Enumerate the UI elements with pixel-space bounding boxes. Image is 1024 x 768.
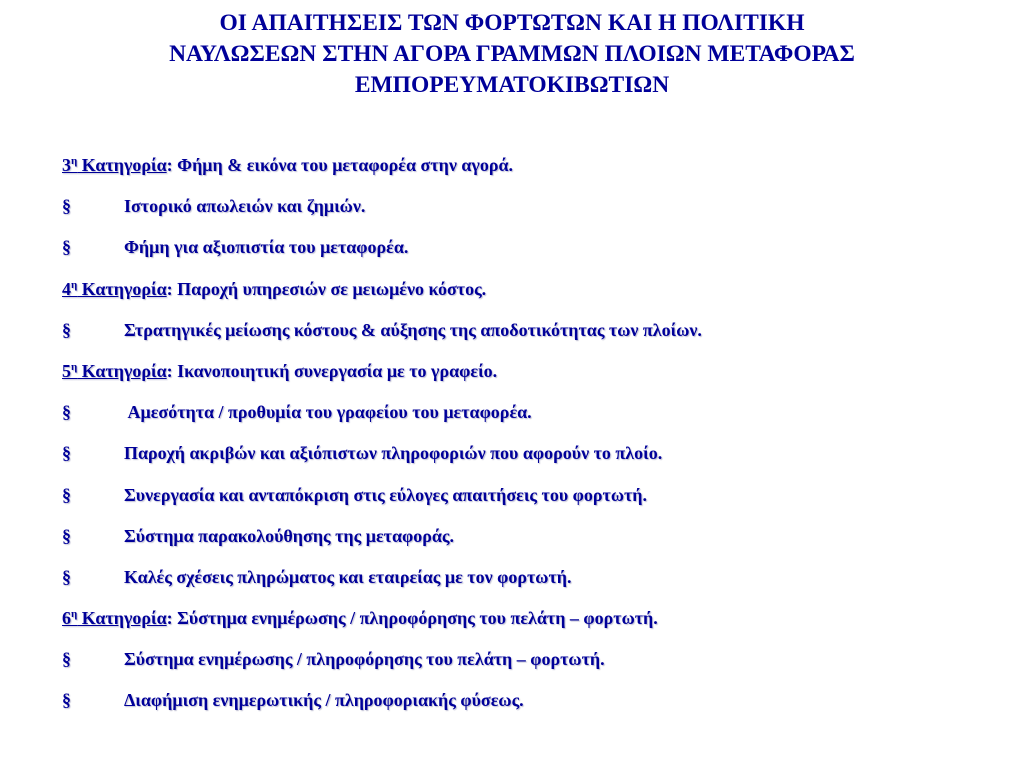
bullet-icon: § (62, 484, 71, 505)
bullet-icon: § (62, 566, 71, 587)
list-item (62, 400, 992, 441)
category-label: $4^\eta$ Κατηγορία (62, 278, 167, 299)
category-label: $6^\eta$ Κατηγορία (62, 608, 167, 629)
list-item-text: Στρατηγικές μείωσης κόστους & αύξησης της αποδοτικότητας των πλοίων. (124, 319, 702, 340)
category-heading (62, 153, 992, 194)
slide-title (40, 8, 984, 101)
list-item-text: Σύστημα παρακολούθησης της μεταφοράς. (124, 525, 454, 546)
list-item-text: Διαφήμιση ενημερωτικής / πληροφοριακής φύσεως. (124, 690, 524, 711)
category-label: $5^\eta$ Κατηγορία (62, 360, 167, 381)
bullet-icon: § (62, 196, 71, 217)
category-heading (62, 277, 992, 318)
list-item (62, 235, 992, 276)
bullet-icon: § (62, 237, 71, 258)
list-item (62, 441, 992, 482)
list-item (62, 647, 992, 688)
bullet-icon: § (62, 319, 71, 340)
title-line-3: ΕΜΠΟΡΕΥΜΑΤΟΚΙΒΩΤΙΩΝ (354, 72, 670, 98)
list-item (62, 524, 992, 565)
category-heading (62, 606, 992, 647)
title-line-2: ΝΑΥΛΩΣΕΩΝ ΣΤΗΝ ΑΓΟΡΑ ΓΡΑΜΜΩΝ ΠΛΟΙΩΝ ΜΕΤΑΦΟΡΑΣ (169, 41, 855, 67)
category-heading (62, 359, 992, 400)
list-item-text: Παροχή ακριβών και αξιόπιστων πληροφοριών που αφορούν το πλοίο. (124, 443, 663, 464)
category-text: : Παροχή υπηρεσιών σε μειωμένο κόστος. (166, 278, 487, 299)
category-text: : Σύστημα ενημέρωσης / πληροφόρησης του πελάτη – φορτωτή. (166, 608, 658, 629)
list-item (62, 194, 992, 235)
bullet-icon: § (62, 690, 71, 711)
title-line-1: ΟΙ ΑΠΑΙΤΗΣΕΙΣ ΤΩΝ ΦΟΡΤΩΤΩΝ ΚΑΙ Η ΠΟΛΙΤΙΚΗ (219, 10, 805, 36)
bullet-icon: § (62, 525, 71, 546)
bullet-icon: § (62, 443, 71, 464)
list-item-text: Αμεσότητα / προθυμία του γραφείου του μεταφορέα. (124, 402, 532, 423)
list-item (62, 565, 992, 606)
category-label: $3^\eta$ Κατηγορία (62, 155, 167, 175)
list-item (62, 688, 992, 729)
category-text: : Φήμη & εικόνα του μεταφορέα στην αγορά. (166, 155, 514, 175)
list-item-text: Φήμη για αξιοπιστία του μεταφορέα. (124, 237, 409, 258)
bullet-icon: § (62, 649, 71, 670)
slide-content (62, 153, 992, 730)
list-item-text: Συνεργασία και ανταπόκριση στις εύλογες απαιτήσεις του φορτωτή. (124, 484, 648, 505)
list-item (62, 483, 992, 524)
list-item-text: Σύστημα ενημέρωσης / πληροφόρησης του πελάτη – φορτωτή. (124, 649, 605, 670)
list-item-text: Καλές σχέσεις πληρώματος και εταιρείας με τον φορτωτή. (124, 566, 572, 587)
list-item-text: Ιστορικό απωλειών και ζημιών. (124, 196, 366, 217)
list-item (62, 318, 992, 359)
bullet-icon: § (62, 402, 71, 423)
category-text: : Ικανοποιητική συνεργασία με το γραφείο. (166, 360, 498, 381)
